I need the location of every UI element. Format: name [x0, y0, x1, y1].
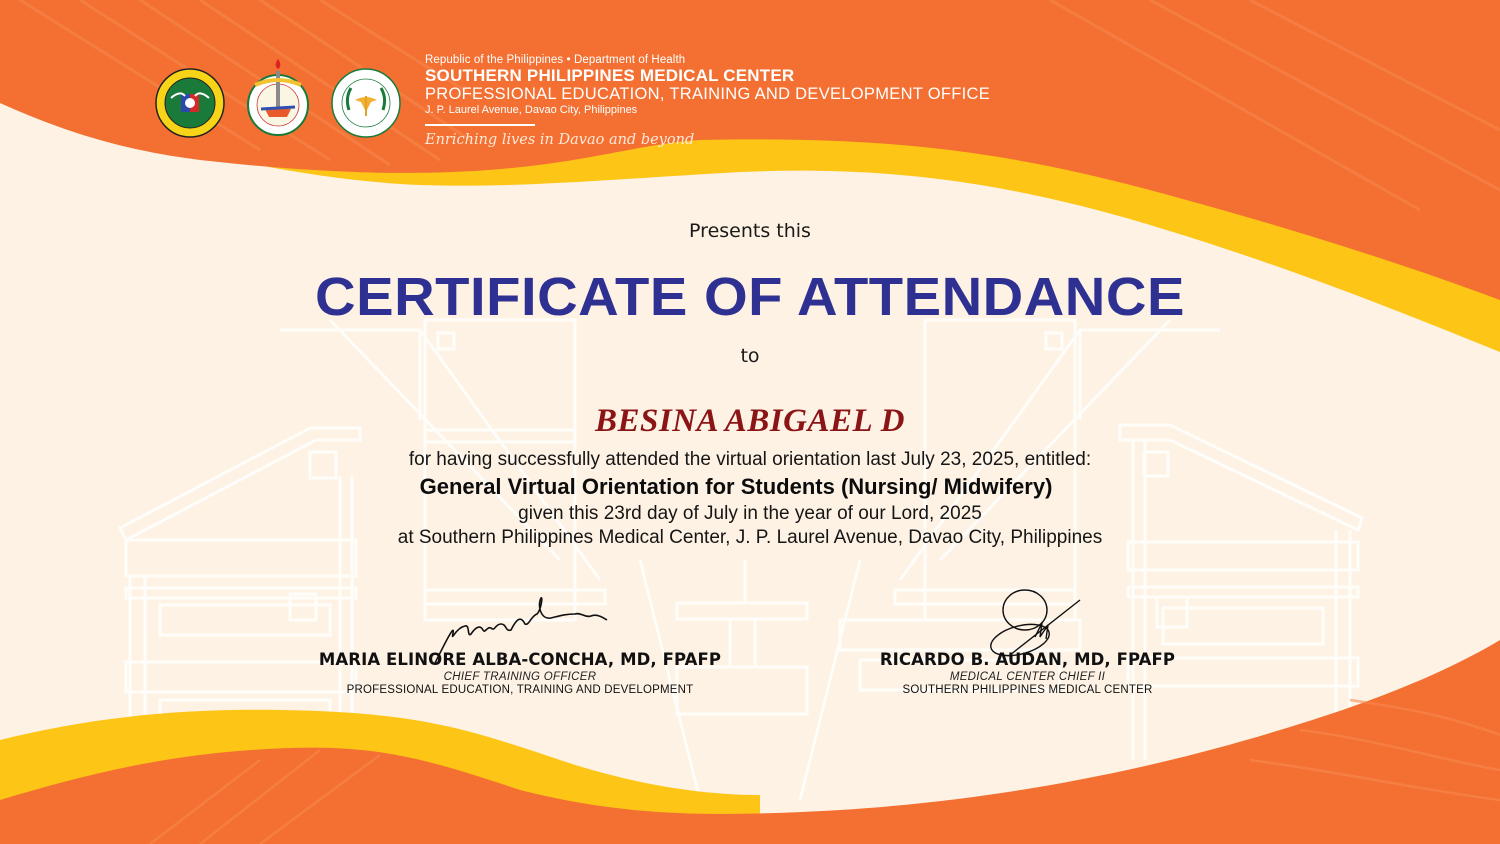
signatory-right — [860, 650, 1195, 696]
attendance-statement: for having successfully attended the virtual orientation last July 23, 2025, entitled: — [408, 449, 1092, 470]
recipient-name: BESINA ABIGAEL D — [595, 403, 905, 439]
office-name: PROFESSIONAL EDUCATION, TRAINING AND DEVELOPMENT OFFICE — [425, 85, 991, 103]
signatory-title: MEDICAL CENTER CHIEF II — [949, 671, 1106, 683]
date-given: given this 23rd day of July in the year of our Lord, 2025 — [518, 503, 982, 524]
government-line: Republic of the Philippines • Department of Health — [425, 54, 686, 66]
signatory-left — [305, 650, 735, 696]
presents-text: Presents this — [689, 220, 811, 242]
signatory-department: SOUTHERN PHILIPPINES MEDICAL CENTER — [902, 684, 1153, 696]
signatory-department: PROFESSIONAL EDUCATION, TRAINING AND DEVELOPMENT — [346, 684, 694, 696]
signatory-name: MARIA ELINORE ALBA-CONCHA, MD, FPAFP — [318, 650, 722, 669]
course-title: General Virtual Orientation for Students (Nursing/ Midwifery) — [419, 474, 1053, 499]
petdo-seal-icon — [331, 68, 401, 138]
logo-row — [155, 68, 401, 138]
certificate-title: CERTIFICATE OF ATTENDANCE — [315, 267, 1185, 327]
venue: at Southern Philippines Medical Center, J. P. Laurel Avenue, Davao City, Philippines — [397, 527, 1103, 548]
header-divider — [425, 124, 535, 126]
institution-header — [425, 53, 990, 149]
to-text: to — [740, 345, 760, 367]
doh-seal-icon — [155, 68, 225, 138]
tagline: Enriching lives in Davao and beyond — [425, 132, 695, 148]
signatory-name: RICARDO B. AUDAN, MD, FPAFP — [879, 650, 1176, 669]
spmc-seal-icon — [243, 57, 313, 137]
office-address: J. P. Laurel Avenue, Davao City, Philippines — [425, 104, 638, 116]
organization-name: SOUTHERN PHILIPPINES MEDICAL CENTER — [425, 66, 795, 85]
signatory-title: CHIEF TRAINING OFFICER — [443, 671, 597, 683]
